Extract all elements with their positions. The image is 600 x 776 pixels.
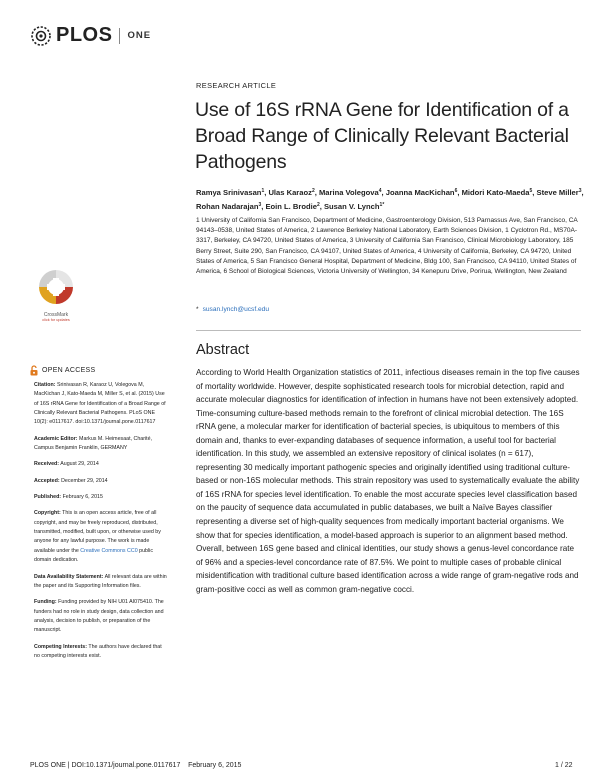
author-affiliation-marker: 6 [454, 188, 458, 194]
author-name-text: Ramya Srinivasan [196, 188, 262, 197]
competing-interests-text: The authors have declared that no competing interests exist. [34, 643, 162, 659]
copyright-label: Copyright: [34, 510, 61, 517]
author-name-text: Ulas Karaoz [268, 188, 312, 197]
journal-name: ONE [127, 30, 152, 41]
logo-divider [119, 28, 120, 44]
crossmark-label: CrossMark [43, 312, 69, 318]
correspondence-marker: * [196, 306, 199, 313]
author-name [324, 202, 384, 211]
editor-label: Academic Editor: [34, 435, 78, 442]
abstract-text: According to World Health Organization statistics of 2011, infectious diseases remain in the top five causes of mortality worldwide. However, despite sophisticated research tools for microbial detection, rapid and accurate molecular diagnostics for identification of infection in humans have not been extensively adopted. Time-consuming culture-based methods remain to the forefront of clinical microbial detection. The 16S rRNA gene, a molecular marker for identification of bacterial species, is ubiquitous to members of this domain and, thanks to ever-expanding databases of sequence information, a useful tool for bacterial identification. In this study, we assembled an extensive repository of clinical isolates (n = 617), representing 30 medically important pathogenic species and originally identified using traditional culture-based or non-16S molecular methods. This strain repository was used to systematically evaluate the ability of 16S rRNA for species level identification. To enable the most accurate species level classification based on the paucity of sequence data accumulated in public databases, we built a Naïve Bayes classifier representing a diverse set of high-quality sequences from medically important bacterial organisms. We show that for species identification, a model-based approach is superior to an alignment based method. Overall, between 16S gene based and clinical identities, our study shows a genus-level concordance rate of 96% and a species-level concordance rate of 87.5%. We point to multiple cases of probable clinical misidentification with traditional culture based identification across a wide range of gram-negative rods and gram-positive cocci as well as common gram-negative cocci. [196, 368, 580, 594]
footer-citation: PLOS ONE | DOI:10.1371/journal.pone.0117617 February 6, 2015 [30, 762, 242, 769]
author-name-text: Midori Kato-Maeda [461, 188, 530, 197]
author-name [386, 188, 458, 197]
cc0-link[interactable]: Creative Commons CC0 [80, 547, 138, 554]
editor-block [34, 435, 169, 454]
article-type: RESEARCH ARTICLE [196, 81, 277, 90]
brand-name: PLOS [56, 24, 113, 46]
funding-text: Funding provided by NIH U01 AI075410. The funders had no role in study design, data collection and analysis, decision to publish, or preparation of the manuscript. [34, 599, 164, 634]
accepted-label: Accepted: [34, 477, 60, 484]
data-availability-block [34, 573, 169, 592]
accepted-date: December 29, 2014 [61, 477, 108, 484]
author-name-text: Rohan Nadarajan [196, 202, 259, 211]
editor-text: Markus M. Heimesaat, Charité, Campus Benjamin Franklin, GERMANY [34, 435, 153, 452]
plos-logo-icon [30, 25, 52, 47]
competing-interests-label: Competing Interests: [34, 643, 87, 650]
citation-label: Citation: [34, 382, 56, 388]
received-block [34, 460, 169, 469]
competing-interests-block [34, 643, 169, 662]
open-lock-icon [30, 365, 38, 376]
received-label: Received: [34, 461, 60, 468]
abstract-heading: Abstract [196, 342, 250, 358]
author-name [268, 188, 314, 197]
crossmark-icon [36, 268, 76, 306]
author-name-text: Joanna MacKichan [385, 188, 455, 197]
affiliations: 1 University of California San Francisco, Department of Medicine, Gastroenterology Division, 513 Parnassus Ave, San Francisco, CA 94143–0538, United States of America, 2 Lawrence Berkeley National Laboratory, Earth Sciences Division, 1 Cyclotron Rd., MS70A-3317, Berkeley, CA 94720, United States of America, 3 University of California San Francisco, Clinical Microbiology Laboratory, 185 Berry Street, Suite 290, San Francisco, CA 94107, United States of America, 4 University of California, Berkeley, CA 94720, United States of America, 5 San Francisco General Hospital, Department of Medicine, Bldg 100, San Francisco, CA 94110, United States of America, 6 School of Biological Sciences, Victoria University of Wellington, 34 Kenepuru Drive, Porirua, Wellington, New Zealand [196, 217, 578, 276]
author-name [462, 188, 533, 197]
author-name [265, 202, 319, 211]
data-availability-text: All relevant data are within the paper and its Supporting Information files. [34, 573, 167, 589]
author-name-text: Susan V. Lynch [323, 202, 380, 211]
author-name-text: Eoin L. Brodie [265, 202, 317, 211]
published-label: Published: [34, 494, 62, 501]
author-affiliation-marker: 4 [378, 188, 382, 194]
copyright-block [34, 509, 169, 565]
citation-block [34, 381, 169, 428]
author-affiliation-marker: 5 [529, 188, 533, 194]
author-affiliation-marker: 1 [261, 188, 265, 194]
funding-label: Funding: [34, 599, 57, 606]
author-affiliation-marker: 2 [311, 188, 315, 194]
data-availability-label: Data Availability Statement: [34, 573, 104, 580]
author-affiliation-marker: 3 [258, 202, 262, 208]
funding-block [34, 598, 169, 635]
author-name [319, 188, 382, 197]
page-number: 1 / 22 [555, 762, 573, 769]
open-access-badge [30, 365, 95, 376]
author-name [196, 202, 261, 211]
correspondence-email-link[interactable]: susan.lynch@ucsf.edu [202, 306, 270, 313]
author-list: Ramya Srinivasan$^1$, Ulas Karaoz$^2$, Marina Volegova$^4$, Joanna MacKichan$^6$, Midori Kato-Maeda$^5$, Steve Miller$^3$, Rohan Nadarajan$^3$, Eoin L. Brodie$^2$, Susan V. Lynch$^{1*}$ [196, 188, 584, 211]
author-name-text: Marina Volegova [318, 188, 379, 197]
published-block [34, 493, 169, 502]
copyright-text: This is an open access article, free of all copyright, and may be freely reproduced, distributed, transmitted, modified, built upon, or otherwise used by anyone for any lawful purpose. The work is made available under the [34, 510, 161, 554]
author-affiliation-marker: 3 [578, 188, 582, 194]
section-divider [196, 330, 581, 331]
author-name [537, 188, 582, 197]
author-affiliation-marker: 2 [316, 202, 320, 208]
crossmark-badge[interactable] [36, 268, 76, 322]
article-info-sidebar [34, 381, 169, 668]
crossmark-sublabel: click for updates [42, 318, 70, 322]
received-date: August 29, 2014 [60, 461, 99, 468]
author-name-text: Steve Miller [536, 188, 579, 197]
accepted-block [34, 477, 169, 486]
published-date: February 6, 2015 [62, 494, 103, 501]
correspondence [196, 306, 269, 313]
journal-logo[interactable] [30, 24, 151, 47]
copyright-text-end: public domain dedication. [34, 547, 153, 564]
author-affiliation-marker: 1* [379, 202, 385, 208]
open-access-label: OPEN ACCESS [42, 367, 96, 374]
article-title: Use of 16S rRNA Gene for Identification of a Broad Range of Clinically Relevant Bacterial Pathogens [195, 99, 569, 173]
citation-text: Srinivasan R, Karaoz U, Volegova M, MacKichan J, Kato-Maeda M, Miller S, et al. (2015) Use of 16S rRNA Gene for Identification of a Broad Range of Clinically Relevant Bacterial Pathogens. PLoS ONE 10(2): e0117617. doi:10.1371/journal.pone.0117617 [34, 382, 166, 426]
author-name [196, 188, 264, 197]
